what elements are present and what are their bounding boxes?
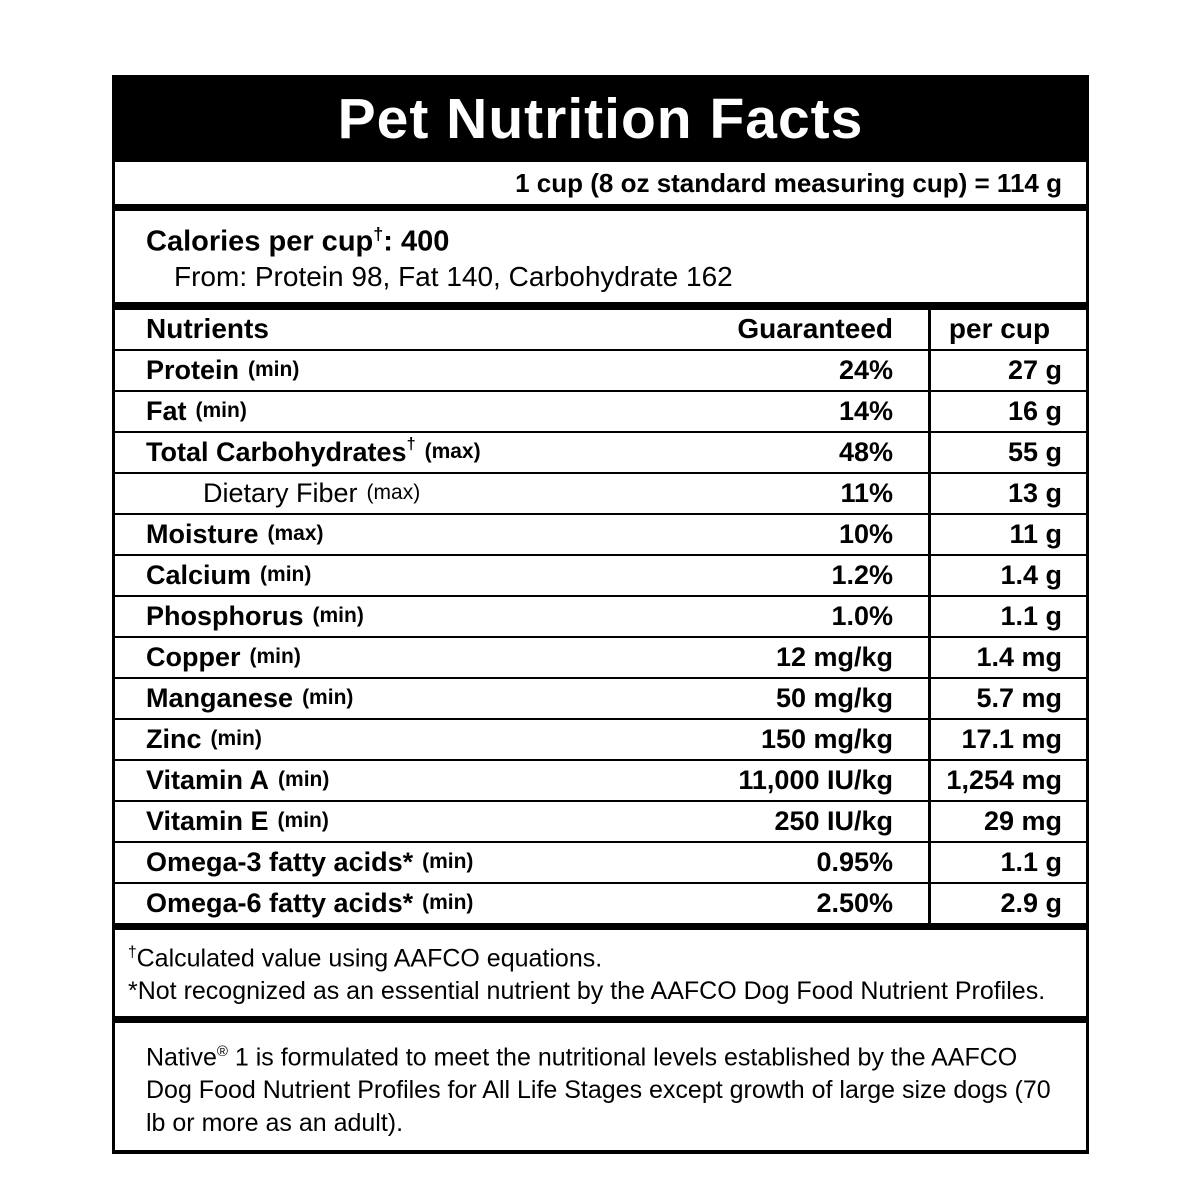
table-row [115, 679, 1086, 720]
header-nutrients: Nutrients [146, 313, 269, 345]
per-cup-value: 1.1 g [928, 597, 1086, 636]
per-cup-value: 29 mg [928, 802, 1086, 841]
nutrient-label: Manganese [146, 682, 294, 713]
nutrient-qualifier: (min) [248, 358, 300, 382]
nutrient-label: Copper [146, 641, 241, 672]
nutrient-name [115, 761, 663, 800]
nutrient-name [115, 597, 663, 636]
per-cup-value: 1,254 mg [928, 761, 1086, 800]
nutrient-name [115, 884, 663, 923]
guaranteed-value: 24% [838, 354, 893, 385]
aafco-statement-text: 1 is formulated to meet the nutritional levels established by the AAFCO Dog Food Nutrient Profiles for All Life Stages except growth of large size dogs (70 lb or more as an adult). [146, 1043, 1051, 1138]
table-row [115, 720, 1086, 761]
nutrient-label: Fat [146, 395, 187, 426]
nutrient-label: Omega-3 fatty acids* [146, 846, 414, 877]
footnotes-section [115, 923, 1086, 1016]
table-row [115, 884, 1086, 923]
table-row [115, 802, 1086, 843]
table-header-row [115, 310, 1086, 351]
nutrient-label: Phosphorus [146, 600, 304, 631]
nutrient-qualifier: (min) [195, 399, 247, 423]
table-row [115, 351, 1086, 392]
footnote-asterisk: *Not recognized as an essential nutrient by the AAFCO Dog Food Nutrient Profiles. [128, 976, 1046, 1005]
per-cup-value: 27 g [928, 351, 1086, 390]
nutrient-label: Total Carbohydrates [146, 436, 407, 467]
guaranteed-value: 250 IU/kg [774, 805, 893, 836]
nutrient-name [115, 392, 663, 431]
nutrient-label: Vitamin E [146, 805, 269, 836]
table-row [115, 515, 1086, 556]
guaranteed-value: 11% [840, 477, 893, 508]
label-title: Pet Nutrition Facts [115, 75, 1086, 162]
table-row [115, 843, 1086, 884]
per-cup-value: 55 g [928, 433, 1086, 472]
nutrient-qualifier: (min) [260, 563, 312, 587]
guaranteed-value: 50 mg/kg [775, 682, 893, 713]
nutrient-qualifier: (min) [302, 686, 354, 710]
table-row [115, 638, 1086, 679]
calories-value: : 400 [383, 225, 450, 258]
per-cup-value: 1.1 g [928, 843, 1086, 882]
nutrition-label [112, 75, 1089, 1154]
per-cup-value: 2.9 g [928, 884, 1086, 923]
dagger-mark: † [128, 943, 137, 961]
brand-name: Native [146, 1043, 217, 1072]
per-cup-value: 1.4 mg [928, 638, 1086, 677]
per-cup-value: 13 g [928, 474, 1086, 513]
nutrient-label: Vitamin A [146, 764, 270, 795]
nutrient-name [115, 556, 663, 595]
guaranteed-value: 48% [838, 436, 893, 467]
nutrient-qualifier: (min) [278, 768, 330, 792]
nutrient-name: Total Carbohydrates † (max) [146, 435, 481, 467]
guaranteed-value: 12 mg/kg [775, 641, 893, 672]
per-cup-value: 1.4 g [928, 556, 1086, 595]
nutrient-qualifier: (min) [249, 645, 301, 669]
nutrient-label: Protein [146, 354, 240, 385]
per-cup-value: 5.7 mg [928, 679, 1086, 718]
guaranteed-value: 0.95% [816, 846, 893, 877]
nutrient-name [115, 351, 663, 390]
footnote-dagger-text: Calculated value using AAFCO equations. [136, 943, 603, 972]
nutrient-name [115, 474, 663, 513]
nutrient-label: Omega-6 fatty acids* [146, 887, 414, 918]
guaranteed-value: 150 mg/kg [760, 723, 893, 754]
calories-section [115, 211, 1086, 310]
registered-mark: ® [216, 1042, 228, 1060]
table-row [115, 597, 1086, 638]
nutrient-name [115, 515, 663, 554]
nutrient-name [115, 638, 663, 677]
calories-label: Calories per cup [146, 225, 374, 258]
per-cup-value: 17.1 mg [928, 720, 1086, 759]
nutrient-label: Calcium [146, 559, 252, 590]
nutrient-qualifier: (min) [312, 604, 364, 628]
nutrient-label: Dietary Fiber [203, 477, 358, 508]
nutrient-qualifier: (max) [424, 440, 481, 464]
dagger-mark: † [373, 224, 384, 244]
table-row [115, 556, 1086, 597]
nutrient-qualifier: (max) [366, 481, 421, 505]
guaranteed-value: 11,000 IU/kg [738, 764, 893, 795]
nutrient-name [115, 843, 663, 882]
guaranteed-value: 1.0% [831, 600, 893, 631]
guaranteed-value: 1.2% [831, 559, 893, 590]
serving-size-line: 1 cup (8 oz standard measuring cup) = 114 g [115, 162, 1086, 211]
table-row [115, 433, 1086, 474]
per-cup-value: 11 g [928, 515, 1086, 554]
table-row-sub [115, 474, 1086, 515]
nutrient-qualifier: (min) [277, 809, 329, 833]
nutrient-qualifier: (min) [422, 850, 474, 874]
nutrients-table [115, 310, 1086, 923]
per-cup-value: 16 g [928, 392, 1086, 431]
nutrient-label: Moisture [146, 518, 259, 549]
nutrient-name [115, 679, 663, 718]
table-row [115, 392, 1086, 433]
aafco-statement [115, 1016, 1086, 1150]
header-guaranteed: Guaranteed [737, 313, 893, 345]
nutrient-qualifier: (max) [267, 522, 324, 546]
nutrient-qualifier: (min) [422, 891, 474, 915]
calories-breakdown: From: Protein 98, Fat 140, Carbohydrate 162 [174, 260, 733, 292]
guaranteed-value: 10% [838, 518, 893, 549]
footnote-dagger [128, 936, 1066, 975]
header-per-cup: per cup [928, 310, 1086, 349]
guaranteed-value: 2.50% [816, 887, 893, 918]
nutrient-label: Zinc [146, 723, 202, 754]
table-row [115, 761, 1086, 802]
nutrient-name [115, 720, 663, 759]
guaranteed-value: 14% [838, 395, 893, 426]
nutrient-qualifier: (min) [210, 727, 262, 751]
calories-per-cup [146, 217, 1066, 259]
nutrient-name [115, 802, 663, 841]
